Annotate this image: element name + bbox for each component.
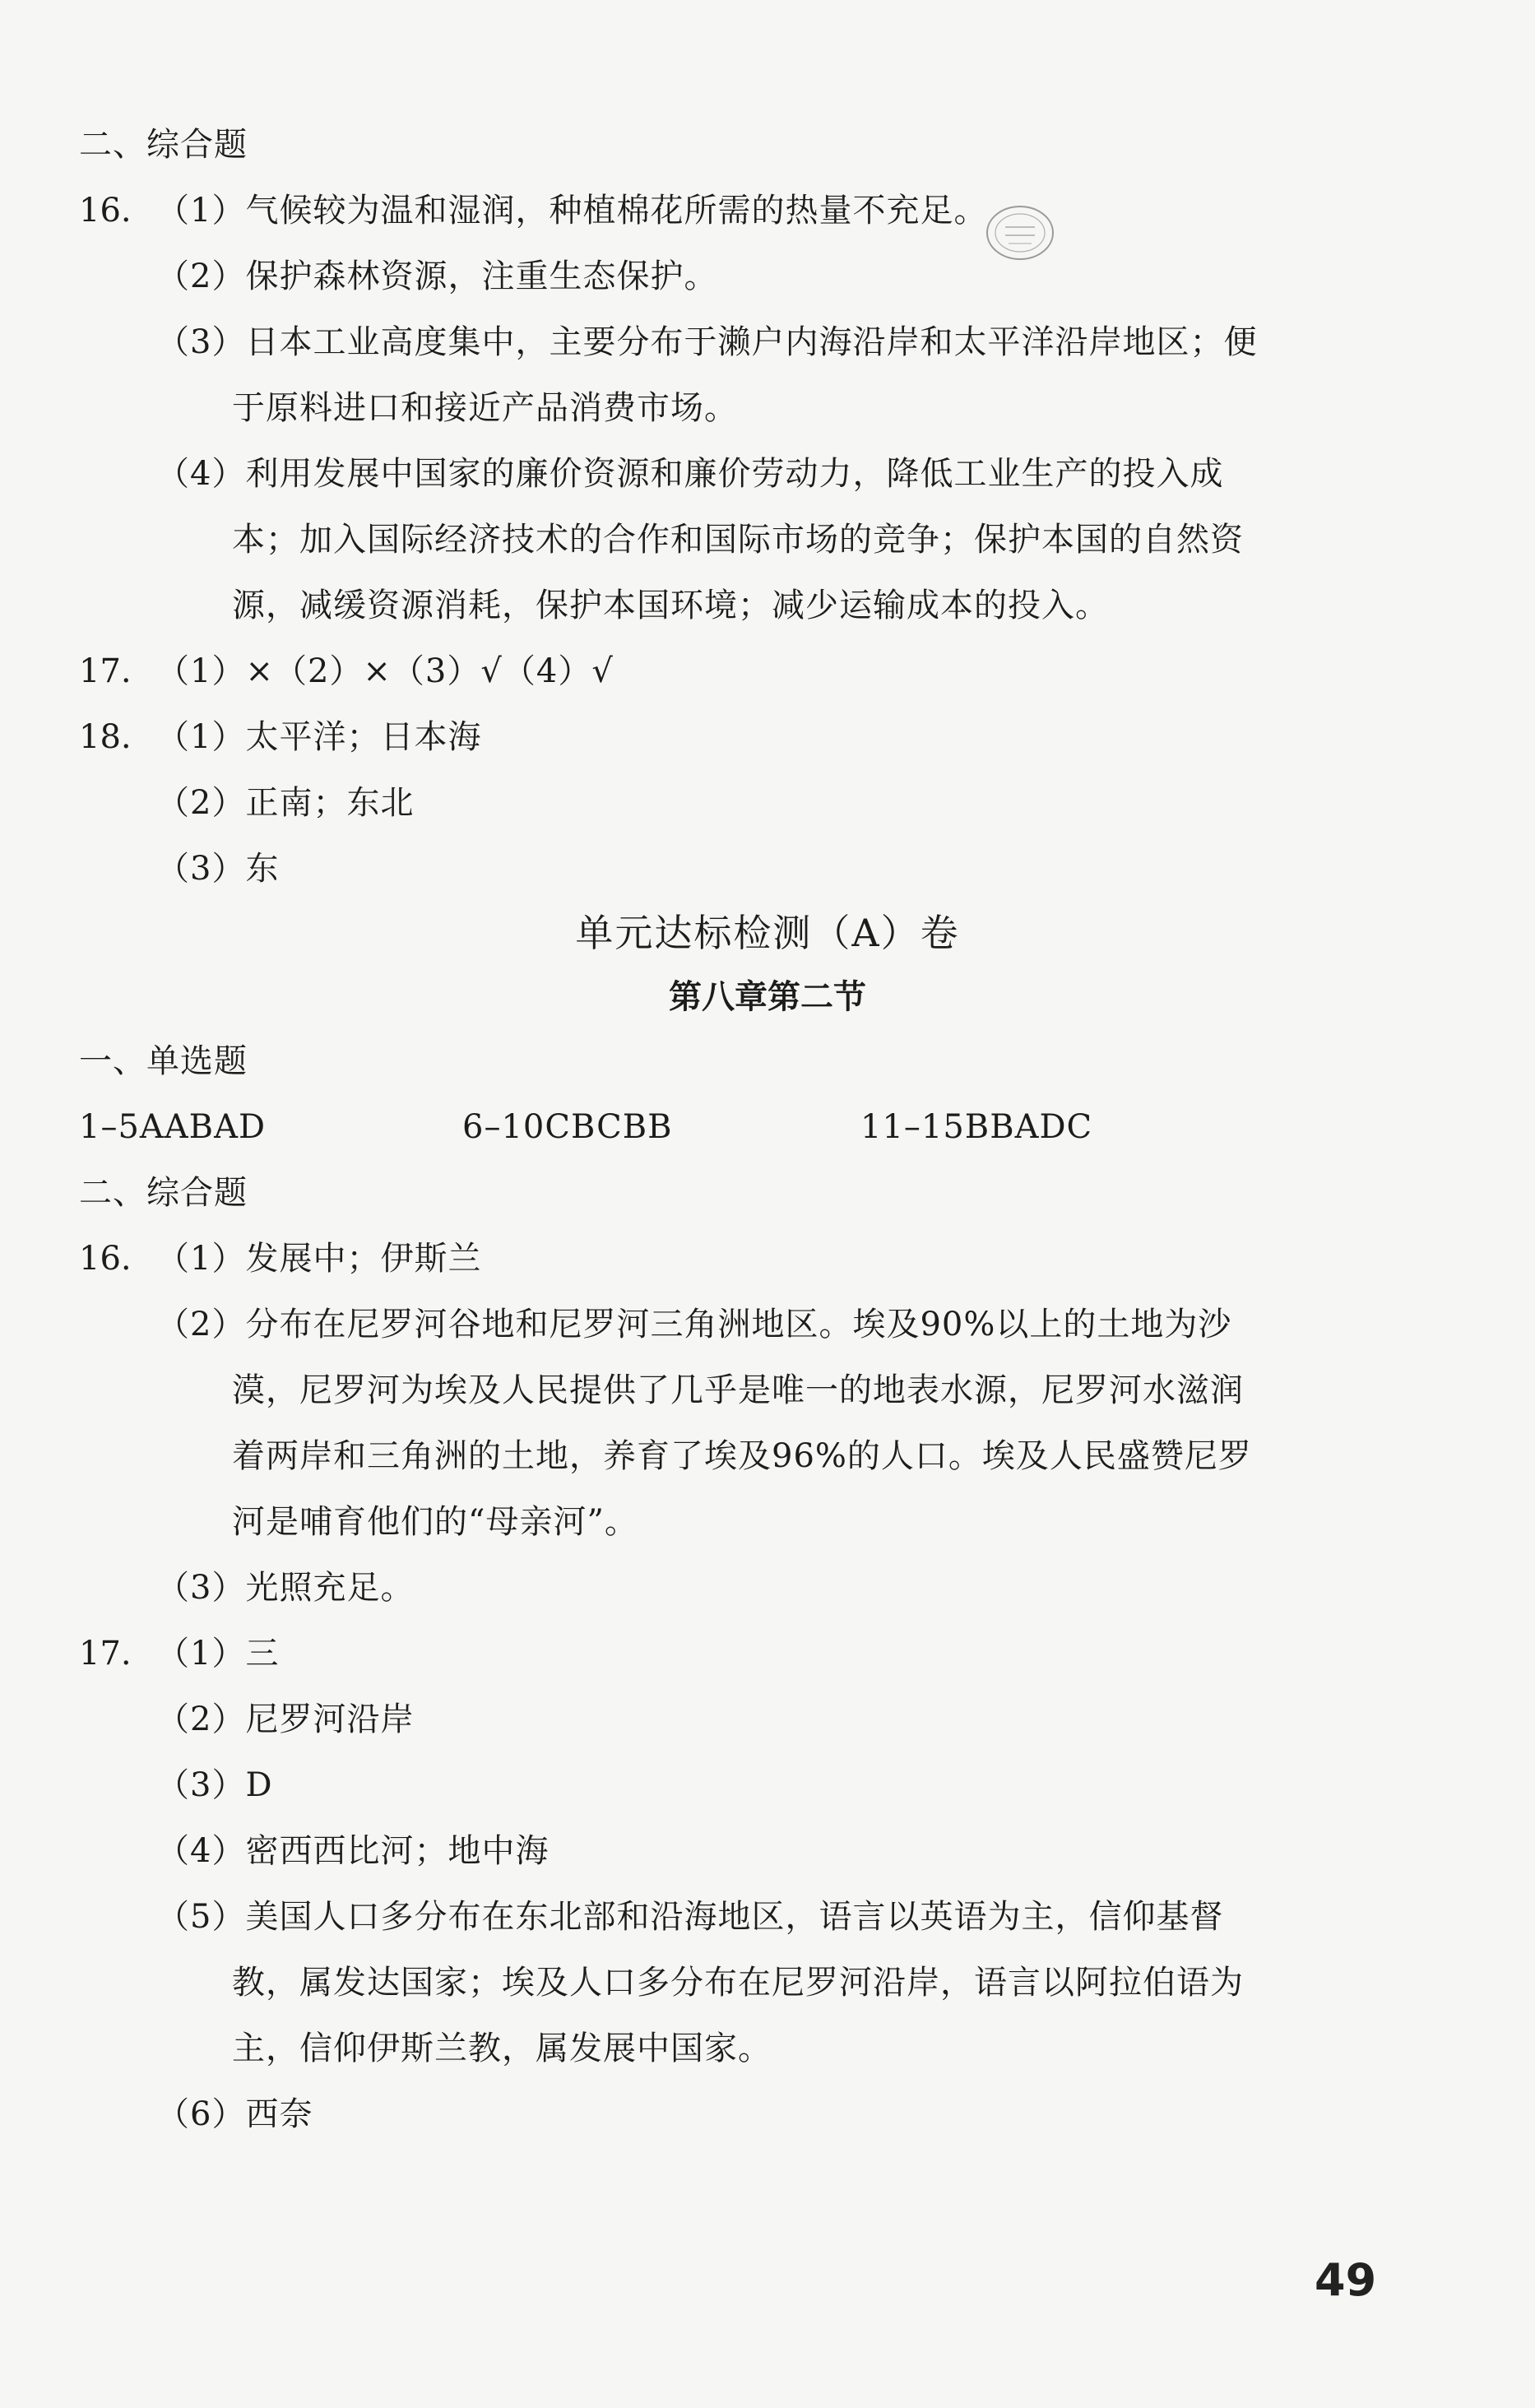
question-number: 18. [79,718,132,756]
question-number: 17. [79,652,132,690]
answer-line: （4）利用发展中国家的廉价资源和廉价劳动力，降低工业生产的投入成 [156,455,1224,493]
answer-line: （3）光照充足。 [156,1569,415,1607]
answer-line-cont: 主，信仰伊斯兰教，属发展中国家。 [232,2030,772,2067]
answer-line: （1）×（2）×（3）√（4）√ [156,652,614,690]
choice-answers-3: 11–15BBADC [860,1108,1093,1146]
chapter-subtitle: 第八章第二节 [669,978,866,1016]
section-heading: 二、综合题 [79,1174,248,1212]
answer-line-cont: 漠，尼罗河为埃及人民提供了几乎是唯一的地表水源，尼罗河水滋润 [232,1371,1244,1409]
section-heading: 一、单选题 [79,1042,248,1080]
answer-line: （3）日本工业高度集中，主要分布于濑户内海沿岸和太平洋沿岸地区；便 [156,323,1258,361]
question-number: 17. [79,1635,132,1673]
question-number: 16. [79,1240,132,1278]
answer-line-cont: 于原料进口和接近产品消费市场。 [232,389,738,427]
choice-answers-1: 1–5AABAD [79,1108,267,1146]
answer-line: （2）尼罗河沿岸 [156,1700,415,1738]
answer-line-cont: 源，减缓资源消耗，保护本国环境；减少运输成本的投入。 [232,587,1109,624]
question-number: 16. [79,192,132,230]
page-number: 49 [1315,2254,1377,2306]
section-heading: 二、综合题 [79,126,248,164]
answer-line: （3）东 [156,850,280,888]
answer-line: （1）太平洋；日本海 [156,718,482,756]
answer-line: （2）分布在尼罗河谷地和尼罗河三角洲地区。埃及90%以上的土地为沙 [156,1306,1232,1343]
answer-line: （1）发展中；伊斯兰 [156,1240,482,1278]
answer-line-cont: 教，属发达国家；埃及人口多分布在尼罗河沿岸，语言以阿拉伯语为 [232,1964,1244,2002]
answer-line: （1）三 [156,1635,280,1673]
answer-line: （2）保护森林资源，注重生态保护。 [156,258,718,295]
answer-line: （6）西奈 [156,2095,313,2133]
stamp-icon [984,202,1056,263]
answer-line-cont: 着两岸和三角洲的土地，养育了埃及96%的人口。埃及人民盛赞尼罗 [232,1437,1252,1475]
choice-answers-2: 6–10CBCBB [462,1108,673,1146]
answer-line: （5）美国人口多分布在东北部和沿海地区，语言以英语为主，信仰基督 [156,1898,1224,1936]
answer-line: （1）气候较为温和湿润，种植棉花所需的热量不充足。 [156,192,988,230]
answer-line: （2）正南；东北 [156,784,415,822]
answer-line: （4）密西西比河；地中海 [156,1832,550,1870]
answer-line-cont: 河是哺育他们的“母亲河”。 [232,1503,638,1541]
answer-line-cont: 本；加入国际经济技术的合作和国际市场的竞争；保护本国的自然资 [232,521,1244,559]
answer-line: （3）D [156,1766,273,1804]
unit-test-title: 单元达标检测（A）卷 [575,911,960,955]
